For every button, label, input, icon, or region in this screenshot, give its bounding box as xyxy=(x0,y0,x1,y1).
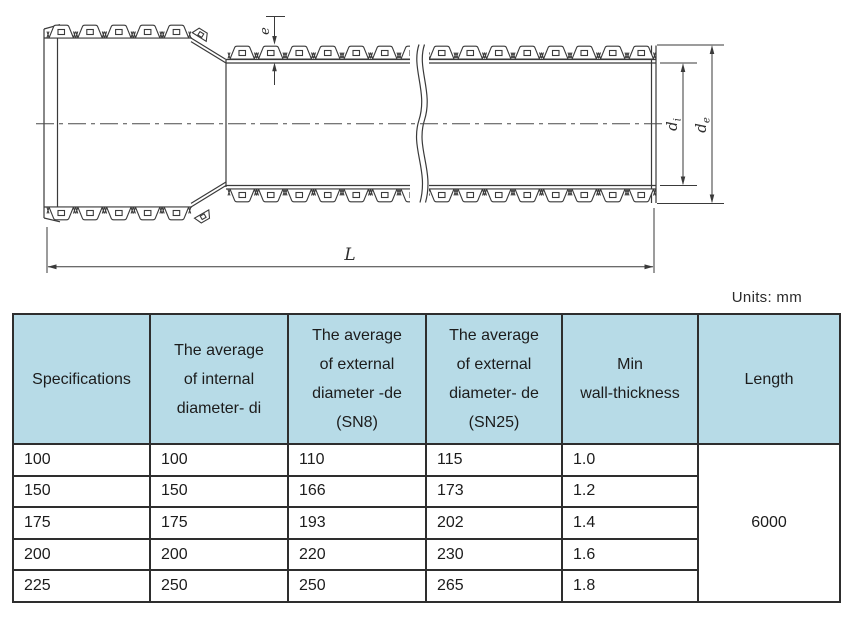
cell-spec: 175 xyxy=(13,507,150,539)
header-external-diameter-sn8: The average of external diameter -de (SN8) xyxy=(288,314,426,444)
cell-spec: 200 xyxy=(13,539,150,571)
cell-de-sn25: 202 xyxy=(426,507,562,539)
header-length: Length xyxy=(698,314,840,444)
pipe-corrugations-top xyxy=(228,46,656,59)
header-internal-diameter: The average of internal diameter- di xyxy=(150,314,288,444)
cell-de-sn8: 193 xyxy=(288,507,426,539)
socket-corrugations-bottom xyxy=(47,207,191,220)
cell-de-sn8: 250 xyxy=(288,570,426,602)
table-row xyxy=(13,444,840,476)
cell-de-sn25: 173 xyxy=(426,476,562,508)
units-note: Units: mm xyxy=(731,289,802,306)
cell-spec: 100 xyxy=(13,444,150,476)
header-row xyxy=(13,314,840,444)
cell-wall: 1.8 xyxy=(562,570,698,602)
socket-corrugations-top xyxy=(47,25,191,38)
cell-wall: 1.2 xyxy=(562,476,698,508)
cell-de-sn8: 166 xyxy=(288,476,426,508)
dim-di-label: $d_i$ xyxy=(663,118,684,131)
dim-de-label: $d_e$ xyxy=(692,117,713,133)
dim-L-label: L xyxy=(344,245,356,265)
cell-de-sn25: 115 xyxy=(426,444,562,476)
dim-e-label: e xyxy=(258,27,273,35)
cell-spec: 150 xyxy=(13,476,150,508)
cell-di: 200 xyxy=(150,539,288,571)
header-specifications: Specifications xyxy=(13,314,150,444)
cell-di: 100 xyxy=(150,444,288,476)
cell-wall: 1.4 xyxy=(562,507,698,539)
pipe-corrugations-bottom xyxy=(228,189,656,202)
cell-di: 175 xyxy=(150,507,288,539)
taper-transition xyxy=(191,26,226,224)
cell-di: 150 xyxy=(150,476,288,508)
corrugations xyxy=(47,25,656,220)
spec-table xyxy=(12,313,841,603)
cell-de-sn8: 110 xyxy=(288,444,426,476)
cell-de-sn25: 230 xyxy=(426,539,562,571)
dimension-L xyxy=(47,208,654,273)
header-external-diameter-sn25: The average of external diameter- de (SN25) xyxy=(426,314,562,444)
cell-di: 250 xyxy=(150,570,288,602)
cell-wall: 1.0 xyxy=(562,444,698,476)
cell-spec: 225 xyxy=(13,570,150,602)
cell-de-sn25: 265 xyxy=(426,570,562,602)
socket-end xyxy=(44,25,192,222)
cell-length: 6000 xyxy=(698,444,840,602)
cell-de-sn8: 220 xyxy=(288,539,426,571)
header-min-wall-thickness: Min wall-thickness xyxy=(562,314,698,444)
cell-wall: 1.6 xyxy=(562,539,698,571)
